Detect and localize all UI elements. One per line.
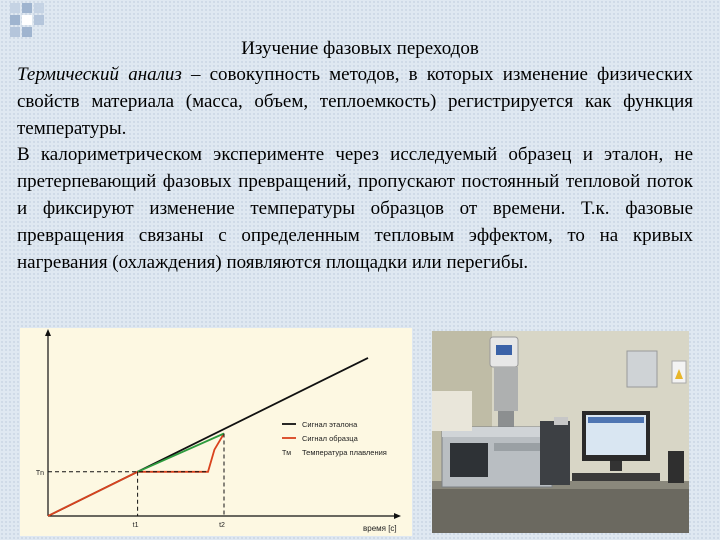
x-tick-label-t1: t1 xyxy=(132,522,139,529)
term-thermal-analysis: Термический анализ xyxy=(17,64,182,85)
slide-title: Изучение фазовых переходов xyxy=(241,38,479,59)
lab-equipment-image xyxy=(432,331,689,533)
slide-body xyxy=(17,62,693,276)
chart-svg xyxy=(20,328,412,536)
y-axis-arrow xyxy=(45,329,51,336)
x-axis-label: время [с] xyxy=(363,524,397,533)
x-tick-label-t2: t2 xyxy=(219,522,225,529)
calorimeter-photo xyxy=(432,331,689,533)
x-axis-arrow xyxy=(394,513,401,519)
series-line-2 xyxy=(138,434,224,472)
legend-label-2: Температура плавления xyxy=(302,448,387,457)
paragraph-calorimetry: В калориметрическом эксперименте через исследуемый образец и эталон, не претерпевающий фазовых превращений, пропускают постоянный тепловой поток и фиксируют изменение температуры образцов от времени. Т.к. фазовые превращения связаны с определенным тепловым эффектом, то на кривых нагревания (охлаждения) появляются площадки или перегибы. xyxy=(17,144,693,273)
heating-curve-chart xyxy=(20,328,412,536)
legend-symbol-2: Tм xyxy=(282,450,292,457)
legend-label-0: Сигнал эталона xyxy=(302,420,358,429)
legend-label-1: Сигнал образца xyxy=(302,434,358,443)
paragraph-1-rest: – совокупность методов, в которых изменение физических свойств материала (масса, объем, теплоемкость) регистрируется как функция температуры. xyxy=(17,64,693,139)
y-tick-label-tn: Tn xyxy=(35,469,44,477)
paragraph-thermal-analysis xyxy=(17,62,693,142)
